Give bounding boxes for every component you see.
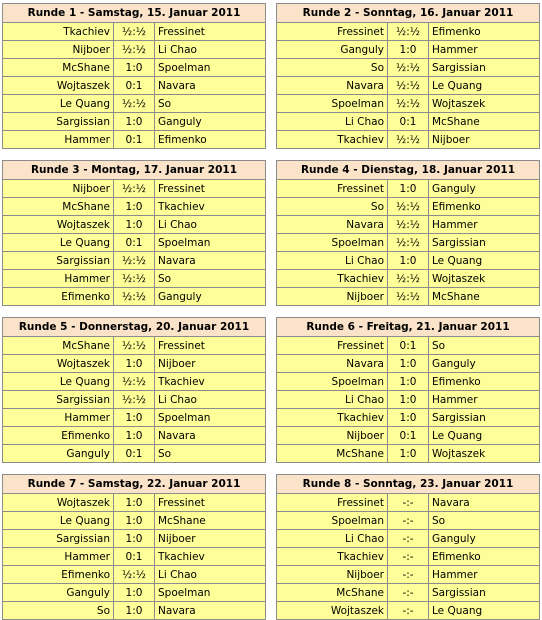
game-result: ½:½ [114, 270, 155, 288]
game-result: ½:½ [114, 337, 155, 355]
game-row [3, 355, 265, 373]
game-result: 0:1 [388, 427, 429, 445]
game-row [277, 566, 539, 584]
black-player: Sargissian [429, 584, 540, 602]
white-player: Hammer [3, 548, 114, 566]
game-result: -:- [388, 530, 429, 548]
round-6-panel [276, 317, 540, 463]
black-player: Sargissian [429, 409, 540, 427]
white-player: Navara [277, 355, 388, 373]
white-player: Fressinet [277, 180, 388, 198]
white-player: Efimenko [3, 427, 114, 445]
black-player: Ganguly [429, 355, 540, 373]
white-player: So [277, 198, 388, 216]
black-player: Navara [155, 77, 266, 95]
game-row [277, 59, 539, 77]
game-result: -:- [388, 512, 429, 530]
white-player: Tkachiev [277, 409, 388, 427]
black-player: Wojtaszek [429, 445, 540, 463]
black-player: Tkachiev [155, 198, 266, 216]
black-player: Le Quang [429, 77, 540, 95]
black-player: Le Quang [429, 252, 540, 270]
black-player: Ganguly [429, 530, 540, 548]
white-player: McShane [277, 445, 388, 463]
white-player: Li Chao [277, 530, 388, 548]
white-player: Nijboer [277, 566, 388, 584]
game-row [277, 494, 539, 512]
game-row [277, 373, 539, 391]
white-player: Fressinet [277, 337, 388, 355]
game-row [277, 602, 539, 620]
game-row [277, 216, 539, 234]
game-row [3, 602, 265, 620]
round-title: Runde 7 - Samstag, 22. Januar 2011 [3, 475, 265, 494]
white-player: Tkachiev [277, 131, 388, 149]
games-table [3, 180, 265, 305]
game-row [277, 41, 539, 59]
black-player: Le Quang [429, 602, 540, 620]
game-result: ½:½ [388, 77, 429, 95]
white-player: Le Quang [3, 512, 114, 530]
game-result: ½:½ [114, 252, 155, 270]
game-row [3, 445, 265, 463]
game-result: 0:1 [388, 337, 429, 355]
game-result: 1:0 [114, 198, 155, 216]
black-player: Nijboer [429, 131, 540, 149]
black-player: Spoelman [155, 234, 266, 252]
game-result: ½:½ [388, 198, 429, 216]
game-row [3, 494, 265, 512]
game-result: 0:1 [114, 445, 155, 463]
black-player: Nijboer [155, 530, 266, 548]
round-title: Runde 5 - Donnerstag, 20. Januar 2011 [3, 318, 265, 337]
white-player: Tkachiev [277, 270, 388, 288]
black-player: Fressinet [155, 23, 266, 41]
white-player: Spoelman [277, 373, 388, 391]
game-row [3, 131, 265, 149]
black-player: Navara [155, 602, 266, 620]
game-row [3, 288, 265, 306]
game-result: 1:0 [114, 355, 155, 373]
white-player: Hammer [3, 409, 114, 427]
game-row [3, 41, 265, 59]
white-player: So [3, 602, 114, 620]
game-row [277, 337, 539, 355]
games-table [277, 337, 539, 462]
game-result: ½:½ [388, 288, 429, 306]
white-player: Li Chao [277, 113, 388, 131]
game-result: -:- [388, 548, 429, 566]
game-result: 1:0 [388, 252, 429, 270]
black-player: Tkachiev [155, 548, 266, 566]
game-result: 1:0 [388, 41, 429, 59]
game-result: -:- [388, 584, 429, 602]
games-table [3, 337, 265, 462]
game-row [3, 512, 265, 530]
game-result: 0:1 [114, 234, 155, 252]
game-row [3, 59, 265, 77]
game-result: -:- [388, 494, 429, 512]
white-player: Efimenko [3, 566, 114, 584]
games-table [3, 23, 265, 148]
white-player: Sargissian [3, 391, 114, 409]
white-player: Spoelman [277, 512, 388, 530]
white-player: Wojtaszek [277, 602, 388, 620]
game-result: 1:0 [388, 391, 429, 409]
black-player: Navara [155, 252, 266, 270]
game-result: ½:½ [388, 216, 429, 234]
black-player: Fressinet [155, 337, 266, 355]
game-result: ½:½ [388, 59, 429, 77]
black-player: Efimenko [429, 548, 540, 566]
games-table [277, 494, 539, 619]
game-result: -:- [388, 602, 429, 620]
game-result: 1:0 [114, 113, 155, 131]
round-title: Runde 2 - Sonntag, 16. Januar 2011 [277, 4, 539, 23]
black-player: Wojtaszek [429, 95, 540, 113]
game-row [277, 77, 539, 95]
round-title: Runde 8 - Sonntag, 23. Januar 2011 [277, 475, 539, 494]
game-row [3, 409, 265, 427]
game-row [3, 391, 265, 409]
game-row [277, 427, 539, 445]
game-result: 1:0 [114, 602, 155, 620]
game-result: ½:½ [114, 23, 155, 41]
black-player: Li Chao [155, 216, 266, 234]
game-row [277, 512, 539, 530]
black-player: Hammer [429, 41, 540, 59]
white-player: Navara [277, 216, 388, 234]
black-player: Nijboer [155, 355, 266, 373]
game-row [3, 584, 265, 602]
game-result: 0:1 [388, 113, 429, 131]
white-player: Hammer [3, 270, 114, 288]
black-player: Hammer [429, 391, 540, 409]
game-result: 1:0 [388, 355, 429, 373]
game-row [3, 337, 265, 355]
black-player: So [155, 270, 266, 288]
white-player: Li Chao [277, 391, 388, 409]
game-row [277, 391, 539, 409]
black-player: McShane [429, 113, 540, 131]
game-row [277, 409, 539, 427]
game-row [277, 445, 539, 463]
round-5-panel [2, 317, 266, 463]
game-result: 1:0 [114, 59, 155, 77]
game-result: 1:0 [388, 373, 429, 391]
black-player: Efimenko [155, 131, 266, 149]
white-player: Sargissian [3, 113, 114, 131]
white-player: Li Chao [277, 252, 388, 270]
game-row [277, 180, 539, 198]
black-player: Li Chao [155, 41, 266, 59]
games-table [277, 23, 539, 148]
game-row [277, 23, 539, 41]
game-result: ½:½ [388, 95, 429, 113]
game-row [3, 216, 265, 234]
white-player: Navara [277, 77, 388, 95]
black-player: Sargissian [429, 234, 540, 252]
round-7-panel [2, 474, 266, 620]
white-player: Ganguly [277, 41, 388, 59]
black-player: Navara [155, 427, 266, 445]
game-row [277, 288, 539, 306]
black-player: Fressinet [155, 494, 266, 512]
games-table [277, 180, 539, 305]
game-result: 1:0 [114, 216, 155, 234]
white-player: McShane [3, 337, 114, 355]
white-player: Efimenko [3, 288, 114, 306]
round-title: Runde 1 - Samstag, 15. Januar 2011 [3, 4, 265, 23]
white-player: Wojtaszek [3, 77, 114, 95]
white-player: Tkachiev [277, 548, 388, 566]
game-row [277, 113, 539, 131]
black-player: Spoelman [155, 584, 266, 602]
game-row [3, 23, 265, 41]
black-player: Spoelman [155, 59, 266, 77]
black-player: Wojtaszek [429, 270, 540, 288]
white-player: Tkachiev [3, 23, 114, 41]
white-player: Hammer [3, 131, 114, 149]
game-row [3, 566, 265, 584]
white-player: Ganguly [3, 584, 114, 602]
white-player: Le Quang [3, 373, 114, 391]
white-player: Sargissian [3, 252, 114, 270]
game-row [3, 198, 265, 216]
game-result: 1:0 [114, 409, 155, 427]
game-result: 1:0 [388, 409, 429, 427]
black-player: Li Chao [155, 566, 266, 584]
white-player: Nijboer [3, 180, 114, 198]
white-player: Nijboer [277, 288, 388, 306]
game-row [277, 252, 539, 270]
round-title: Runde 6 - Freitag, 21. Januar 2011 [277, 318, 539, 337]
black-player: Ganguly [155, 288, 266, 306]
game-row [277, 95, 539, 113]
game-row [277, 198, 539, 216]
game-row [277, 584, 539, 602]
white-player: McShane [277, 584, 388, 602]
game-row [277, 131, 539, 149]
black-player: Sargissian [429, 59, 540, 77]
game-result: 0:1 [114, 131, 155, 149]
game-row [3, 234, 265, 252]
white-player: Wojtaszek [3, 355, 114, 373]
game-result: ½:½ [114, 373, 155, 391]
game-result: ½:½ [114, 95, 155, 113]
black-player: Spoelman [155, 409, 266, 427]
game-result: ½:½ [114, 391, 155, 409]
game-result: ½:½ [114, 566, 155, 584]
black-player: So [155, 95, 266, 113]
white-player: Nijboer [3, 41, 114, 59]
black-player: McShane [155, 512, 266, 530]
game-result: ½:½ [388, 270, 429, 288]
game-result: ½:½ [388, 131, 429, 149]
game-row [3, 95, 265, 113]
black-player: McShane [429, 288, 540, 306]
black-player: Ganguly [155, 113, 266, 131]
game-row [3, 530, 265, 548]
game-row [3, 77, 265, 95]
black-player: Hammer [429, 566, 540, 584]
game-row [277, 270, 539, 288]
black-player: So [429, 512, 540, 530]
game-result: ½:½ [114, 288, 155, 306]
game-result: 1:0 [114, 512, 155, 530]
game-row [3, 113, 265, 131]
game-result: 1:0 [388, 445, 429, 463]
game-result: 1:0 [114, 530, 155, 548]
game-result: ½:½ [114, 180, 155, 198]
game-row [277, 355, 539, 373]
round-title: Runde 4 - Dienstag, 18. Januar 2011 [277, 161, 539, 180]
round-title: Runde 3 - Montag, 17. Januar 2011 [3, 161, 265, 180]
game-row [277, 234, 539, 252]
white-player: Le Quang [3, 95, 114, 113]
white-player: Nijboer [277, 427, 388, 445]
game-row [3, 180, 265, 198]
white-player: Spoelman [277, 234, 388, 252]
black-player: Hammer [429, 216, 540, 234]
black-player: Li Chao [155, 391, 266, 409]
white-player: Fressinet [277, 494, 388, 512]
white-player: Wojtaszek [3, 494, 114, 512]
white-player: McShane [3, 198, 114, 216]
game-row [3, 548, 265, 566]
game-result: 0:1 [114, 77, 155, 95]
game-result: 1:0 [114, 427, 155, 445]
game-result: 1:0 [114, 584, 155, 602]
round-4-panel [276, 160, 540, 306]
black-player: So [429, 337, 540, 355]
game-result: ½:½ [388, 23, 429, 41]
round-1-panel [2, 3, 266, 149]
game-result: 1:0 [388, 180, 429, 198]
black-player: Efimenko [429, 23, 540, 41]
white-player: Spoelman [277, 95, 388, 113]
round-2-panel [276, 3, 540, 149]
game-result: 1:0 [114, 494, 155, 512]
round-3-panel [2, 160, 266, 306]
game-result: 0:1 [114, 548, 155, 566]
game-result: -:- [388, 566, 429, 584]
game-row [3, 270, 265, 288]
game-result: ½:½ [388, 234, 429, 252]
round-8-panel [276, 474, 540, 620]
white-player: Ganguly [3, 445, 114, 463]
game-row [277, 530, 539, 548]
white-player: Fressinet [277, 23, 388, 41]
black-player: Ganguly [429, 180, 540, 198]
game-row [277, 548, 539, 566]
game-row [3, 373, 265, 391]
white-player: Le Quang [3, 234, 114, 252]
game-row [3, 427, 265, 445]
black-player: Navara [429, 494, 540, 512]
game-row [3, 252, 265, 270]
black-player: Le Quang [429, 427, 540, 445]
games-table [3, 494, 265, 619]
black-player: Efimenko [429, 198, 540, 216]
white-player: McShane [3, 59, 114, 77]
white-player: So [277, 59, 388, 77]
black-player: Fressinet [155, 180, 266, 198]
game-result: ½:½ [114, 41, 155, 59]
black-player: So [155, 445, 266, 463]
white-player: Sargissian [3, 530, 114, 548]
white-player: Wojtaszek [3, 216, 114, 234]
black-player: Tkachiev [155, 373, 266, 391]
black-player: Efimenko [429, 373, 540, 391]
